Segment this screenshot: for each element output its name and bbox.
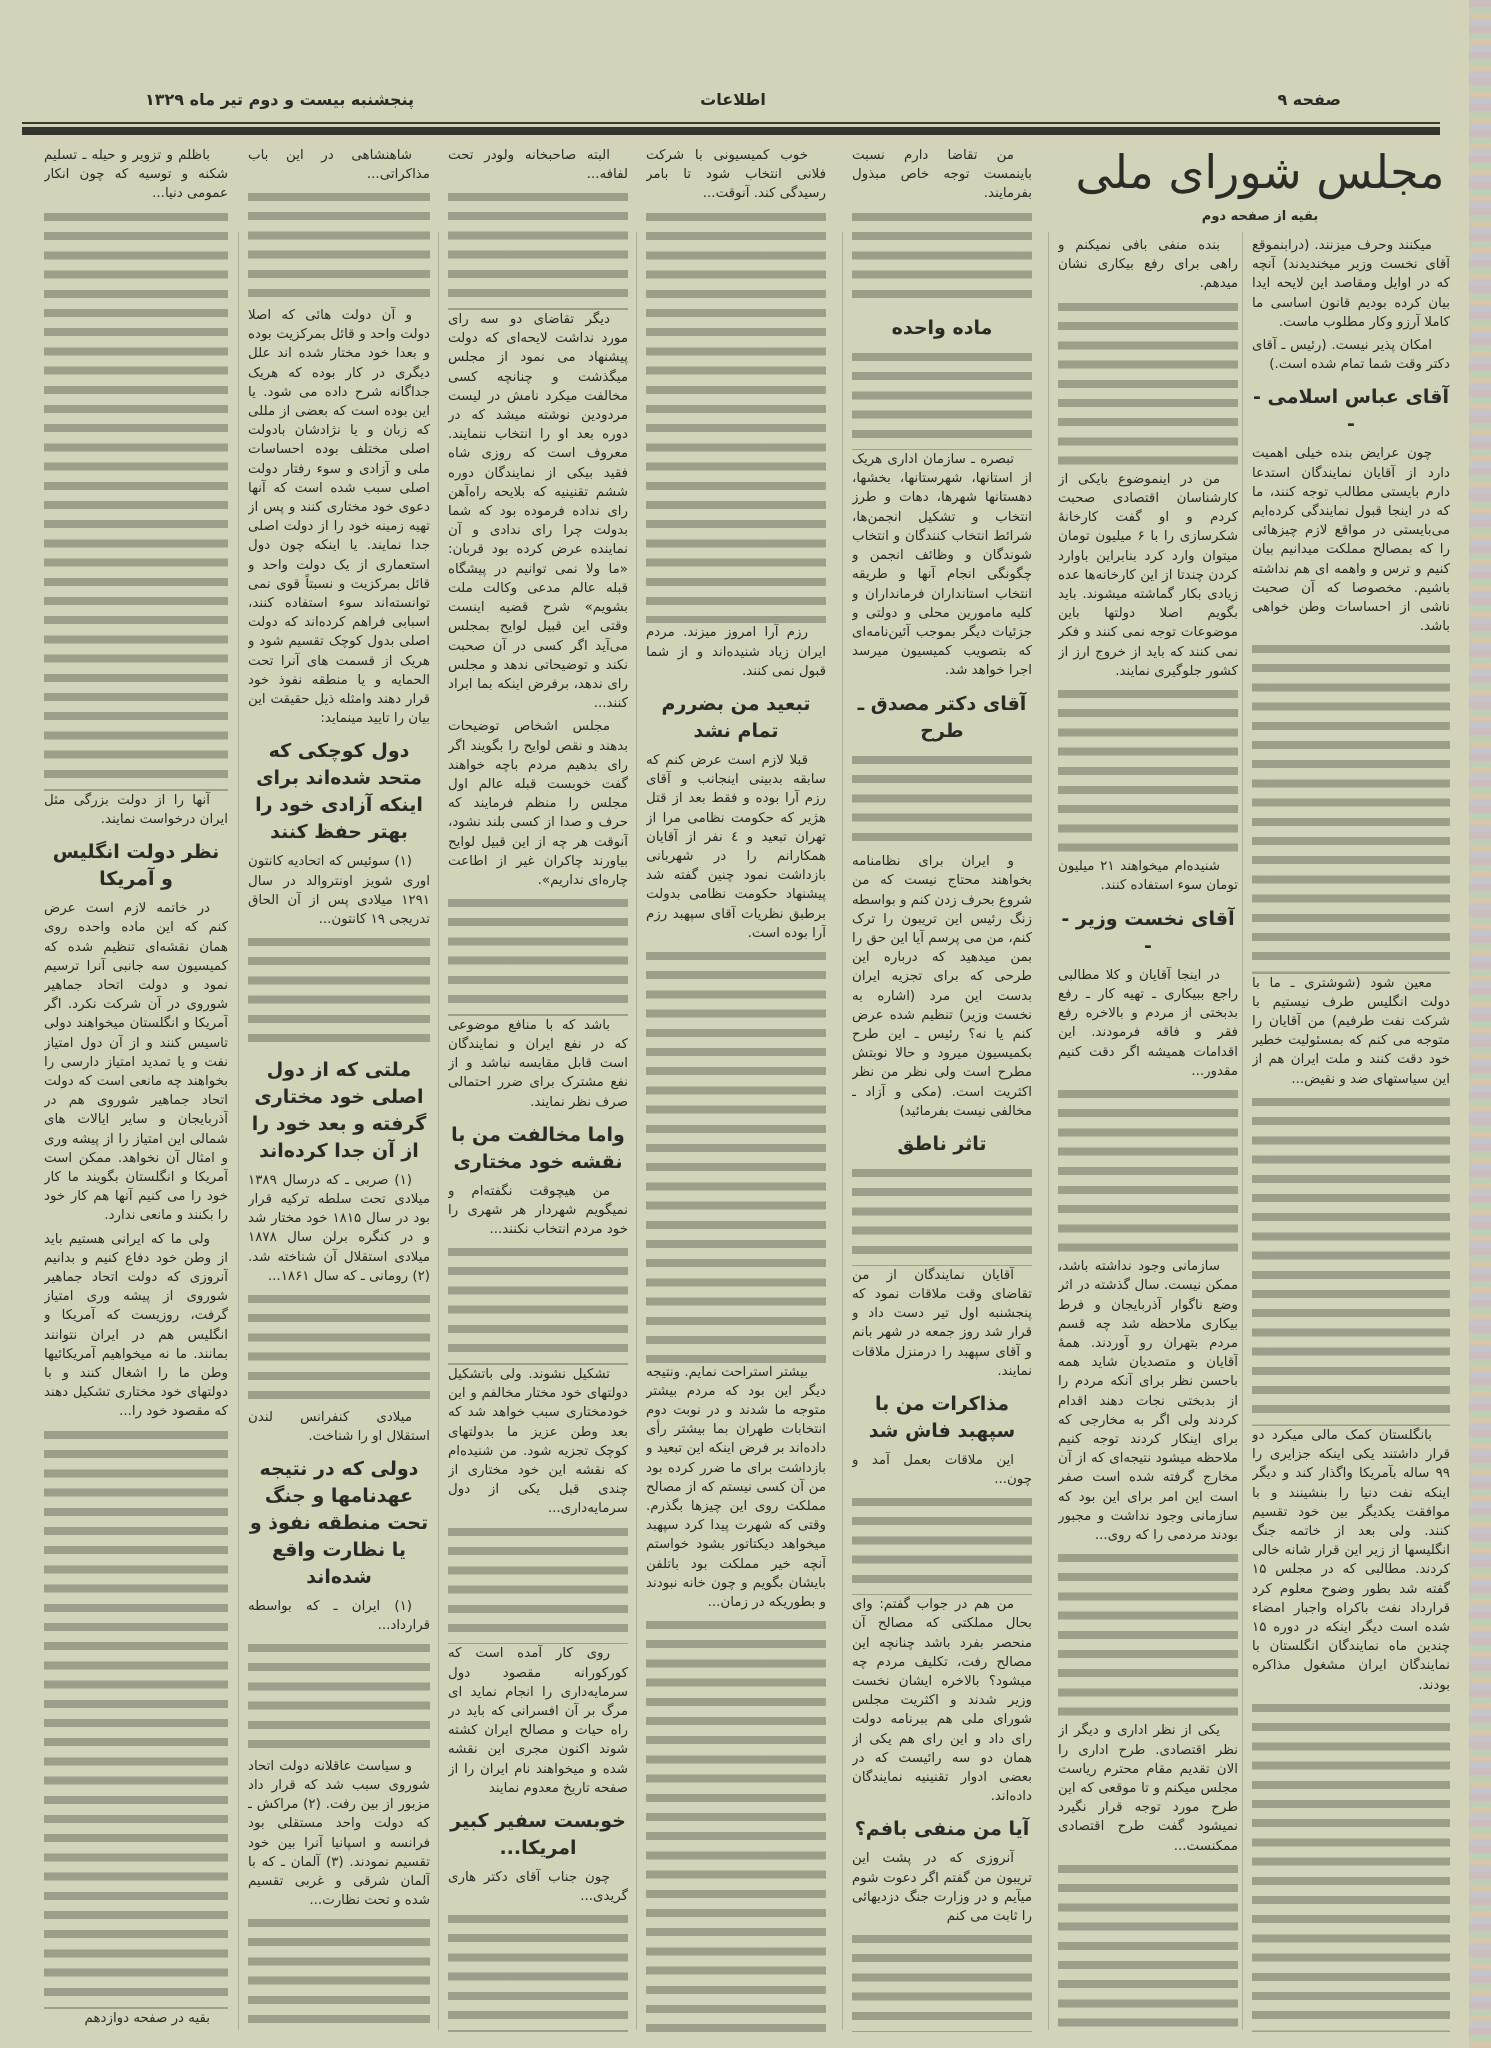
paragraph: و آن دولت هائی که اصلا دولت واحد و قائل بمرکزیت بوده و بعدا خود مختار شده اند علل دیگری در کار بوده که هریک جداگانه شرح داده می شود. یا این بوده است که بعضی از مللی که زبان و یا نژادشان بادولت اصلی مختلف بوده احساسات ملی و آزادی و سوء رفتار دولت اصلی سبب شده است که آنها دعوی خود مختاری کنند و پس از تهیه زمینه خود را از دولت اصلی جدا نمایند. یا اینکه چون دول استعماری از یک دولت واحد و قائل بمرکزیت و نسبتاً قوی نمی توانسته‌اند سوء استفاده کنند، اسبابی فراهم کرده‌اند که دولت اصلی بدول کوچک تقسیم شود و هریک از قسمت های آنرا تحت الحمایه و یا منطقه نفوذ خود قرار دهند وامثله ذیل حقیقت این بیان را تایید مینماید: <box>248 307 430 727</box>
paragraph: در خاتمه لازم است عرض کنم که این ماده واحده روی همان نقشه‌ای تنظیم شده که کمیسیون سه جانبی آنرا ترسیم نمود و دولت اتحاد جماهیر شوروی در آن شرکت نکرد. اگر آمریکا و انگلستان میخواهند دولی تاسیس کنند و از آن دول امتیاز نفت و یا تمدید امتیاز دارسی را بخواهند چه مانعی است که دولت اتحاد جماهیر شوروی هم در آذربایجان و سایر ایالات های شمالی این امتیاز را از پیشه وری و امثال آن نخواهد. ممکن است آمریکا و انگلستان بگویند ما کار خود را می کنیم آنها هم کار خود را بکنند و مانعی ندارد. <box>44 901 228 1224</box>
section-headline: مذاکرات من با سپهبد فاش شد <box>868 1393 1016 1443</box>
paragraph: و سیاست عاقلانه دولت اتحاد شوروی سبب شد که قرار داد مزبور از بین رفت. (۲) مراکش ـ که دولت واحد مستقلی بود فرانسه و اسپانیا آنرا بین خود تقسیم نمودند. (۳) آلمان ـ که با آلمان شرقی و غربی تقسیم شده و تحت نظارت... <box>248 1758 430 1909</box>
article-column <box>852 146 1032 2032</box>
illegible-text-lines <box>852 208 1032 310</box>
paragraph: من تقاضا دارم نسبت باینمست توجه خاص مبذول بفرمایند. <box>852 148 1032 202</box>
newspaper-name: اطلاعات <box>700 90 766 109</box>
section-headline: تاثر ناطق <box>897 1133 987 1156</box>
paragraph: بانگلستان کمک مالی میکرد دو قرار داشتند یکی اینکه جزایری را ۹۹ ساله بآمریکا واگذار کند و دیگر اینکه نفت دنیا را بنشینند و با موافقت یکدیگر بین خود تقسیم کنند. ولی بعد از خاتمه جنگ انگلیسها از زیر این قرار شانه خالی کردند. مطالبی که در مجلس ۱۵ گفته شد بطور وضوح معلوم کرد قرارداد نفت باکراه واجبار امضاء شده است دیگر اینکه در دوره ۱۵ چندین ماه نمایندگان انگلستان با نمایندگان ایران مشغول مذاکره بودند. <box>1252 1427 1450 1693</box>
column-rule <box>636 232 637 2030</box>
paragraph: باشد که با منافع موضوعی که در نفع ایران و نمایندگان است قابل مقایسه نباشد و از نفع مشترک برای ضرر احتمالی صرف نظر نمایند. <box>448 1017 628 1110</box>
scan-edge-artifact <box>1469 0 1491 2048</box>
column-rule <box>842 232 843 2030</box>
illegible-text-lines <box>1058 1085 1238 1257</box>
paragraph: میلادی کنفرانس لندن استقلال او را شناخت. <box>248 1409 430 1444</box>
illegible-text-lines <box>852 348 1032 450</box>
illegible-text-lines <box>852 1930 1032 2032</box>
paragraph: یکی از نظر اداری و دیگر از نظر اقتصادی. طرح اداری را الان تقدیم مقام محترم ریاست مجلس میکنم و تا موقعی که این طرح مورد توجه قرار نگیرد نمیشود گفت طرح اقتصادی ممکنست... <box>1058 1723 1238 1854</box>
illegible-text-lines <box>1252 640 1450 973</box>
illegible-text-lines <box>44 1426 228 2009</box>
illegible-text-lines <box>852 751 1032 853</box>
illegible-text-lines <box>448 1243 628 1365</box>
masthead <box>25 90 1441 120</box>
paragraph: شاهنشاهی در این باب مذاکراتی... <box>248 148 430 183</box>
section-headline: دول کوچکی که متحد شده‌اند برای اینکه آزادی خود را بهتر حفظ کنند <box>255 740 423 844</box>
paragraph: (۱) ایران ـ که بواسطه قرارداد... <box>248 1598 430 1634</box>
illegible-text-lines <box>248 188 430 306</box>
paragraph: چون عرایض بنده خیلی اهمیت دارد از آقایان نمایندگان استدعا دارم بایستی مطالب توجه کنند، ما که در اینجا قبول نمایندگی کرده‌ایم می‌بایستی در مواقع لازم چیزهائی را که بمصالح مملکت میدانیم بیان کنیم و ترس و واهمه ای هم نداشته باشیم. مخصوصا که آن صحبت ناشی از احساسات وطن خواهی باشد. <box>1252 446 1450 635</box>
article-column <box>44 146 228 2032</box>
paragraph: خوب کمیسیونی با شرکت فلانی انتخاب شود تا بامر رسیدگی کند. آنوقت... <box>646 148 826 202</box>
paragraph: مجلس اشخاص توضیحات بدهند و نقص لوایح را بگویند اگر رای بدهیم مردم باچه خواهند گفت خوبست قبله عالم اول مجلس را منظم فرمایند که حرف و صدا از کسی بلند نشود، آنوقت هر چه از این قبیل لوایح بیاورند چاکران غیر از اطاعت چاره‌ای نداریم». <box>448 719 628 888</box>
illegible-text-lines <box>1058 685 1238 857</box>
illegible-text-lines <box>1252 1699 1450 2032</box>
section-headline: دولی که در نتیجه عهدنامها و جنگ تحت منطقه نفوذ و یا نظارت واقع شده‌اند <box>249 1457 429 1588</box>
paragraph: تبصره ـ سازمان اداری هریک از استانها، شهرستانها، بخشها، دهستانها شهرها، دهات و طرز انتخاب و تشکیل انجمن‌ها، شرائط انتخاب کنندگان و انتخاب شوندگان و وظائف انجمن و چگونگی انجام آنها و طریقه انتخاب استانداران فرمانداران و کلیه مامورین محلی و دولتی و جزئیات دیگر بموجب آئین‌نامه‌ای که بتصویب کمیسیون میرسد اجرا خواهد شد. <box>852 452 1032 679</box>
section-headline: واما مخالفت من با نقشه خود مختاری <box>451 1123 625 1173</box>
paragraph: تشکیل نشوند. ولی باتشکیل دولتهای خود مختار مخالفم و این خودمختاری سبب خواهد شد که بعد وطن عزیز ما بدولتهای کوچک تجزیه شود. من شنیده‌ام که نقشه این خود مختاری از چندی قبل یکی از دول سرمایه‌داری... <box>448 1367 628 1517</box>
illegible-text-lines <box>1058 1549 1238 1721</box>
illegible-text-lines <box>646 1616 826 2032</box>
paragraph: البته صاحبخانه ولودر تحت لفافه... <box>448 148 628 183</box>
illegible-text-lines <box>1058 1860 1238 2032</box>
paragraph: روی کار آمده است که کورکورانه مقصود دول سرمایه‌داری را انجام نماید ای مرگ بر آن افسرانی که باید در راه حیات و مصالح ایران کشته شوند اکنون مجری این نقشه شده و میخواهند نام ایران را از صفحه تاریخ معدوم نمایند <box>448 1646 628 1796</box>
paragraph: من هم در جواب گفتم: وای بحال مملکتی که مصالح آن منحصر بفرد باشد چنانچه این مصالح رفت، تکلیف مردم چه میشود؟ بالاخره ایشان نخست وزیر شدند و اکثریت مجلس شورای ملی هم ببرنامه دولت رای داد و این رای هم یکی از همان دو سه رائیست که در بعضی ادوار تقنینیه نمایندگان داده‌اند. <box>852 1597 1032 1805</box>
illegible-text-lines <box>646 208 826 624</box>
paragraph: بقیه در صفحه دوازدهم <box>84 2010 210 2026</box>
paragraph: من در اینموضوع بایکی از کارشناسان اقتصادی صحبت کردم و او گفت کارخانهٔ شکرسازی را با ۶ میلیون تومان میتوان وارد کرد بنابراین باوارد کردن چندتا از این کارخانه‌ها عده زیادی بکار گماشته میشوند. باید بگویم اصلا دولتها باین موضوعات توجه نمی کنند و فکر نمی کنند که باید از خروج ارز از کشور جلوگیری نمایند. <box>1058 471 1238 679</box>
section-headline: آقای نخست وزیر -- <box>1061 907 1235 957</box>
paragraph: آنروزی که در پشت این تریبون من گفتم اگر دعوت شوم میآیم و در وزارت جنگ دزدیهائی را ثابت می کنم <box>852 1851 1032 1925</box>
illegible-text-lines <box>44 208 228 791</box>
section-headline: ملتی که از دول اصلی خود مختاری گرفته و بعد خود را از آن جدا کرده‌اند <box>251 1058 427 1162</box>
article-column <box>248 146 430 2032</box>
masthead-rule-thick <box>22 127 1440 135</box>
paragraph: چون جناب آقای دکتر هاری گریدی... <box>448 1869 628 1905</box>
section-headline: آقای عباس اسلامی -- <box>1253 386 1449 436</box>
column-rule <box>438 232 439 2030</box>
paragraph: باظلم و تزویر و حیله ـ تسلیم شکنه و توسیه که چون انکار عمومی دنیا... <box>44 148 228 202</box>
paragraph: آقایان نمایندگان از من تقاضای وقت ملاقات نمود که پنجشنبه اول تیر دست داد و قرار شد روز جمعه در شهر بانم و آقای سپهبد را درمنزل ملاقات نمایند. <box>852 1267 1032 1379</box>
section-headline: خوبست سفیر کبیر امریکا... <box>450 1809 626 1859</box>
section-headline: ماده واحده <box>891 317 993 340</box>
section-headline: آیا من منفی بافم؟ <box>854 1818 1030 1841</box>
paragraph: امکان پذیر نیست. (رئیس ـ آقای دکتر وقت شما تمام شده است.) <box>1252 338 1450 373</box>
illegible-text-lines <box>248 1914 430 2032</box>
illegible-text-lines <box>448 188 628 310</box>
illegible-text-lines <box>1058 298 1238 470</box>
column-rule <box>1048 232 1049 2030</box>
article-column <box>448 146 628 2032</box>
paragraph: میکنند وحرف میزنند. (درابنموقع آقای نخست وزیر میخندیدند) آنچه که در اوایل ومقاصد این لایحه ایدا بیان کرده بودیم قانون اساسی ما کاملا آرزو وکار مطلوب ماست. <box>1252 238 1450 330</box>
lead-headline: مجلس شورای ملی <box>1075 145 1445 199</box>
paragraph: بنده منفی بافی نمیکنم و راهی برای رفع بیکاری نشان میدهم. <box>1058 238 1238 292</box>
illegible-text-lines <box>1252 1093 1450 1426</box>
paragraph: معین شود (شوشتری ـ ما با دولت انگلیس طرف نیستیم با شرکت نفت طرفیم) من آقایان را متوجه می کنم که بمسئولیت خطیر خود دقت کنند و ملت ایران هم از این سیاستهای ضد و نقیض... <box>1252 975 1450 1087</box>
paragraph: دیگر تقاضای دو سه رای مورد نداشت لایحه‌ای که دولت پیشنهاد می نمود از مجلس میگذشت و چنانچه کسی مخالفت میکرد نامش در لیست مردودین نوشته میشد که در دوره بعد او را انتخاب ننمایند. معروف است که روزی شاه فقید بیکی از نمایندگان دوره ششم تقنینیه که بلایحه راه‌آهن رای نداده فرموده بود که شما بدولت چرا رای ندادی و آن نماینده عرض کرده بود قربان: «ما ولا نمی توانیم در پیشگاه قبله عالم مدعی وکالت ملت بشویم» شرح قضیه اینست وقتی این قبیل لوایح بمجلس می‌آید اگر کسی در آن صحبت نکند و توضیحاتی ندهد و مجلس رای ندهد، برفرض اینکه بما ابراد کنند... <box>448 312 628 712</box>
illegible-text-lines <box>448 894 628 1016</box>
column-rule <box>1242 232 1243 2030</box>
lead-heading-block <box>1060 140 1460 228</box>
section-headline: تبعید من بضررم تمام نشد <box>661 692 811 742</box>
illegible-text-lines <box>852 1493 1032 1595</box>
paragraph: و ایران برای نظامنامه بخواهند محتاج نیست که من شروع بحرف زدن کنم و بواسطه زنگ رئیس این تریبون را ترک کنم، من می پرسم آیا این حق را بمن میدهید که درباره این طرحی که برای تجزیه ایران بدست این مرد (اشاره به نخست وزیر) تنظیم شده عرض کنم یا نه؟ رئیس ـ این طرح بکمیسیون میرود و حالا نوبتش مطرح است ولی نظر من نظر اکثریت است. (مکی و آزاد ـ مخالفی نیست بفرمائید) <box>852 854 1032 1119</box>
illegible-text-lines <box>448 1910 628 2032</box>
illegible-text-lines <box>646 947 826 1363</box>
illegible-text-lines <box>248 933 430 1051</box>
page-number: صفحه ۹ <box>1277 90 1341 109</box>
illegible-text-lines <box>248 1290 430 1408</box>
paragraph: (۱) صربی ـ که درسال ۱۳۸۹ میلادی تحت سلطه ترکیه قرار بود در سال ۱۸۱۵ خود مختار شد و در کنگره برلن سال ۱۸۷۸ میلادی استقلال آن شناخته شد. (۲) رومانی ـ که سال ۱۸۶۱... <box>248 1172 430 1284</box>
illegible-text-lines <box>852 1164 1032 1266</box>
section-headline: آقای دکتر مصدق ـ طرح <box>857 692 1027 742</box>
article-column <box>1252 236 1450 2032</box>
paragraph: سازمانی وجود نداشته باشد، ممکن نیست. سال گذشته در اثر وضع ناگوار آذربایجان و فرط بیکاری ملاحظه شد چه قسم مردم بتهران رو آوردند. همهٔ آقایان و متصدیان شاید همه باحسن نظر برای آنکه مردم را از بدبختی نجات دهند اقدام کردند ولی اگر به مخارجی که برای اینکار کردند توجه کنیم ملاحظه میشود نتیجه‌ای که از آن مخارج گرفته شده است صفر است این امر برای این بود که سازمانی وجود نداشت و مجبور بودند مردمی را که روی... <box>1058 1259 1238 1543</box>
lead-subheadline: بقیه از صفحه دوم <box>1201 209 1319 224</box>
illegible-text-lines <box>248 1639 430 1757</box>
paragraph: آنها را از دولت بزرگی مثل ایران درخواست نمایند. <box>44 792 228 827</box>
issue-date: پنجشنبه بیست و دوم تیر ماه ۱۳۲۹ <box>145 90 415 109</box>
paragraph: بیشتر استراحت نمایم. ونتیجه دیگر این بود که مردم بیشتر متوجه ما شدند و در نوبت دوم انتخابات طهران بما بیشتر رأی داده‌اند بر فرض اینکه این تبعید و بازداشت برای ما ضرر کرده بود من آن کسی نیستم که از مصالح مملکت روی این چیزها بگذرم. وقتی که شهرت پیدا کرد سپهبد میخواهد دیکتاتور بشود خواستم آنچه خیر مملکت بود باتلفن بایشان بگویم و چون خانه نبودند و بطوریکه در زمان... <box>646 1364 826 1611</box>
article-column <box>1058 236 1238 2032</box>
section-headline: نظر دولت انگلیس و آمریکا <box>52 841 220 891</box>
column-rule <box>238 232 239 2030</box>
masthead-rule-thin <box>22 122 1440 124</box>
paragraph: من هیچوقت نگفته‌ام و نمیگویم شهردار هر شهری را خود مردم انتخاب نکنند... <box>448 1183 628 1238</box>
paragraph: رزم آرا امروز میزند. مردم ایران زیاد شنیده‌اند و از شما قبول نمی کنند. <box>646 625 826 679</box>
paragraph: (۱) سوئیس که اتحادیه کانتون اوری شویز اونتروالد در سال ۱۲۹۱ میلادی پس از آن الحاق تدریجی ۱۹ کانتون... <box>248 854 430 928</box>
paragraph: در اینجا آقایان و کلا مطالبی راجع ببیکاری ـ تهیه کار ـ رفع بدبختی از مردم و بالاخره رفع فقر و فاقه فرمودند. این اقدامات همیشه اگر دقت کنیم مقدور... <box>1058 967 1238 1079</box>
article-column <box>646 146 826 2032</box>
paragraph: این ملاقات بعمل آمد و چون... <box>852 1453 1032 1488</box>
paragraph: ولی ما که ایرانی هستیم باید از وطن خود دفاع کنیم و بدانیم آنروزی که دولت اتحاد جماهیر شوروی از پیشه وری امتیاز گرفت، روزیست که آمریکا و انگلیس هم در ایران نتوانند بمانند. ما نه میخواهیم آمریکائیها وطن ما را اشغال کنند و با دولتهای خود مختاری تشکیل دهند که مقصود خود را... <box>44 1231 228 1420</box>
paragraph: قبلا لازم است عرض کنم که سابقه بدبینی اینجانب و آقای رزم آرا بوده و فقط بعد از قتل هژیر که حکومت نظامی مرا از تهران تبعید و ٤ نفر از آقایان همکارانم را در شهربانی بازداشت نمود چنین گفته شد پیشنهاد حکومت نظامی بدولت برطبق نظریات آقای سپهبد رزم آرا بوده است. <box>646 752 826 941</box>
paragraph: شنیده‌ام میخواهند ۲۱ میلیون تومان سوء استفاده کنند. <box>1058 859 1238 894</box>
illegible-text-lines <box>448 1523 628 1645</box>
